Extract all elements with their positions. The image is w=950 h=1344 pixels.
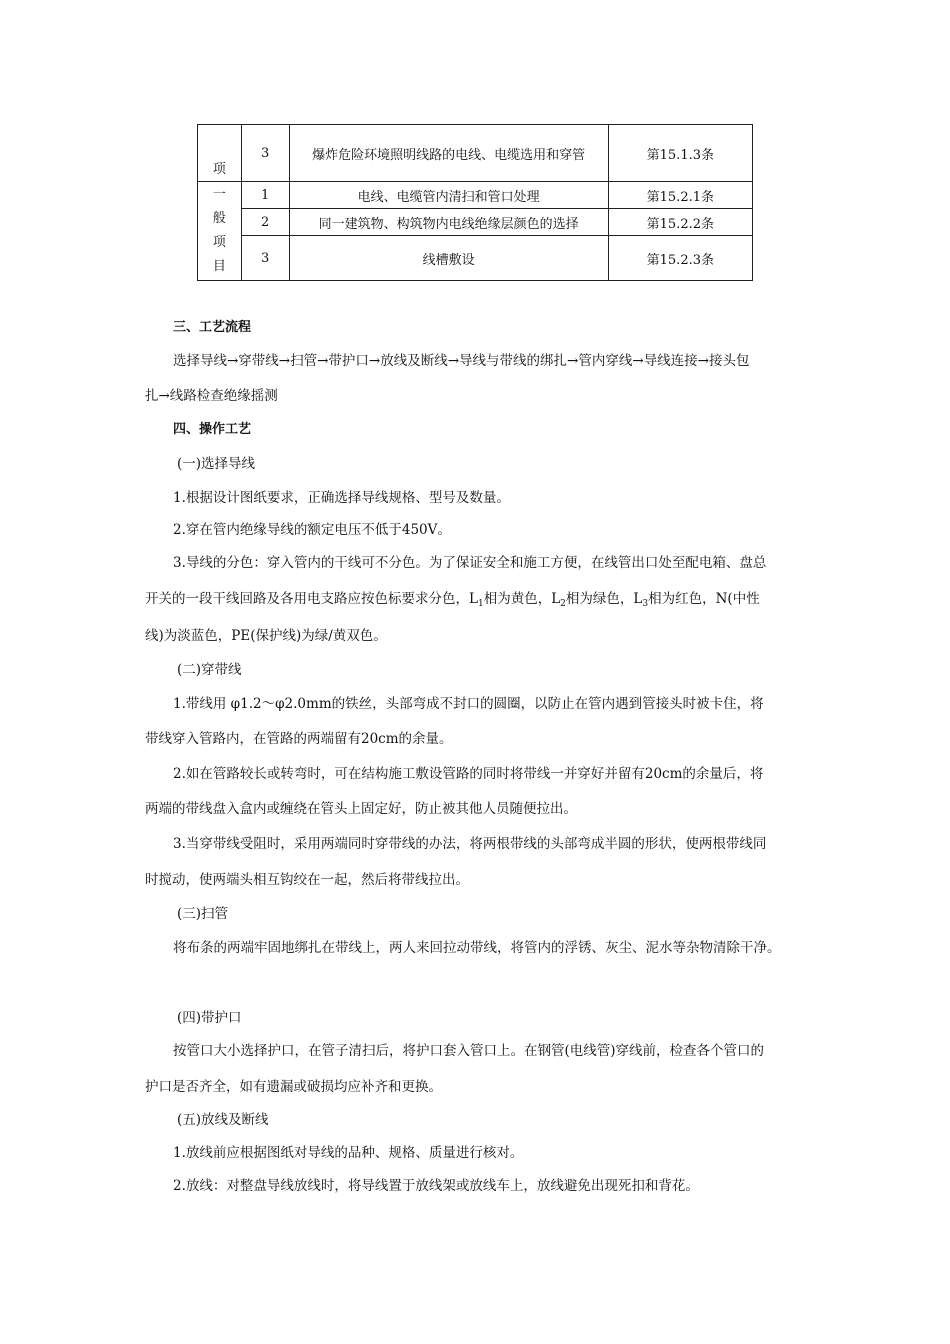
table-row	[198, 125, 753, 182]
item-number: 2	[241, 209, 289, 236]
item-description: 电线、电缆管内清扫和管口处理	[289, 182, 608, 209]
subsection-title: (一)选择导线	[177, 456, 256, 472]
clause-reference: 第15.2.2条	[608, 209, 752, 236]
paragraph-line: 将布条的两端牢固地绑扎在带线上，两人来回拉动带线，将管内的浮锈、灰尘、泥水等杂物清除干净。	[173, 940, 781, 956]
paragraph-line: 线)为淡蓝色，PE(保护线)为绿/黄双色。	[145, 628, 387, 644]
table-row	[198, 236, 753, 281]
table-row	[198, 209, 753, 236]
paragraph-line: 护口是否齐全，如有遗漏或破损均应补齐和更换。	[145, 1079, 442, 1095]
item-number: 3	[241, 125, 289, 182]
item-number: 3	[241, 236, 289, 281]
subsection-title: (四)带护口	[177, 1010, 242, 1026]
paragraph-line: 时搅动，使两端头相互钩绞在一起，然后将带线拉出。	[145, 872, 469, 888]
paragraph-line: 扎→线路检查绝缘摇测	[145, 388, 278, 404]
paragraph-line: 选择导线→穿带线→扫管→带护口→放线及断线→导线与带线的绑扎→管内穿线→导线连接→接头包	[173, 353, 750, 369]
subsection-title: (二)穿带线	[177, 662, 242, 678]
table-row	[198, 182, 753, 209]
paragraph-line: 按管口大小选择护口，在管子清扫后，将护口套入管口上。在钢管(电线管)穿线前，检查各个管口的	[173, 1043, 765, 1059]
paragraph-line: 带线穿入管路内，在管路的两端留有20cm的余量。	[145, 731, 453, 747]
paragraph-line: 1.带线用 φ1.2～φ2.0mm的铁丝，头部弯成不封口的圆圈，以防止在管内遇到管接头时被卡住，将	[173, 696, 764, 712]
subsection-title: (五)放线及断线	[177, 1112, 269, 1128]
paragraph-line: 2.穿在管内绝缘导线的额定电压不低于450V。	[173, 522, 451, 538]
item-number: 1	[241, 182, 289, 209]
paragraph-line-with-phases: 开关的一段干线回路及各用电支路应按色标要求分色，$L_1$相为黄色，$L_2$相为绿色，$L_3$相为红色，N(中性	[145, 591, 760, 609]
paragraph-line: 1.根据设计图纸要求，正确选择导线规格、型号及数量。	[173, 490, 510, 506]
paragraph-line: 2.放线：对整盘导线放线时，将导线置于放线架或放线车上，放线避免出现死扣和背花。	[173, 1178, 699, 1194]
general-items-category: 一 般 项 目	[198, 182, 242, 281]
section-heading-operation: 四、操作工艺	[173, 422, 252, 437]
paragraph-line: 2.如在管路较长或转弯时，可在结构施工敷设管路的同时将带线一并穿好并留有20cm的余量后，将	[173, 766, 764, 782]
inspection-items-table	[197, 124, 753, 281]
section-heading-process: 三、工艺流程	[173, 320, 252, 335]
item-description: 同一建筑物、构筑物内电线绝缘层颜色的选择	[289, 209, 608, 236]
clause-reference: 第15.2.3条	[608, 236, 752, 281]
paragraph-line: 两端的带线盘入盒内或缠绕在管头上固定好，防止被其他人员随便拉出。	[145, 801, 577, 817]
clause-reference: 第15.1.3条	[608, 125, 752, 182]
paragraph-line: 3.导线的分色：穿入管内的干线可不分色。为了保证安全和施工方便，在线管出口处至配电箱、盘总	[173, 555, 767, 571]
paragraph-line: 3.当穿带线受阻时，采用两端同时穿带线的办法，将两根带线的头部弯成半圆的形状，使两根带线同	[173, 836, 767, 852]
subsection-title: (三)扫管	[177, 906, 229, 922]
category-cell: 项	[198, 125, 242, 182]
clause-reference: 第15.2.1条	[608, 182, 752, 209]
paragraph-line: 1.放线前应根据图纸对导线的品种、规格、质量进行核对。	[173, 1145, 524, 1161]
item-description: 线槽敷设	[289, 236, 608, 281]
item-description: 爆炸危险环境照明线路的电线、电缆选用和穿管	[289, 125, 608, 182]
